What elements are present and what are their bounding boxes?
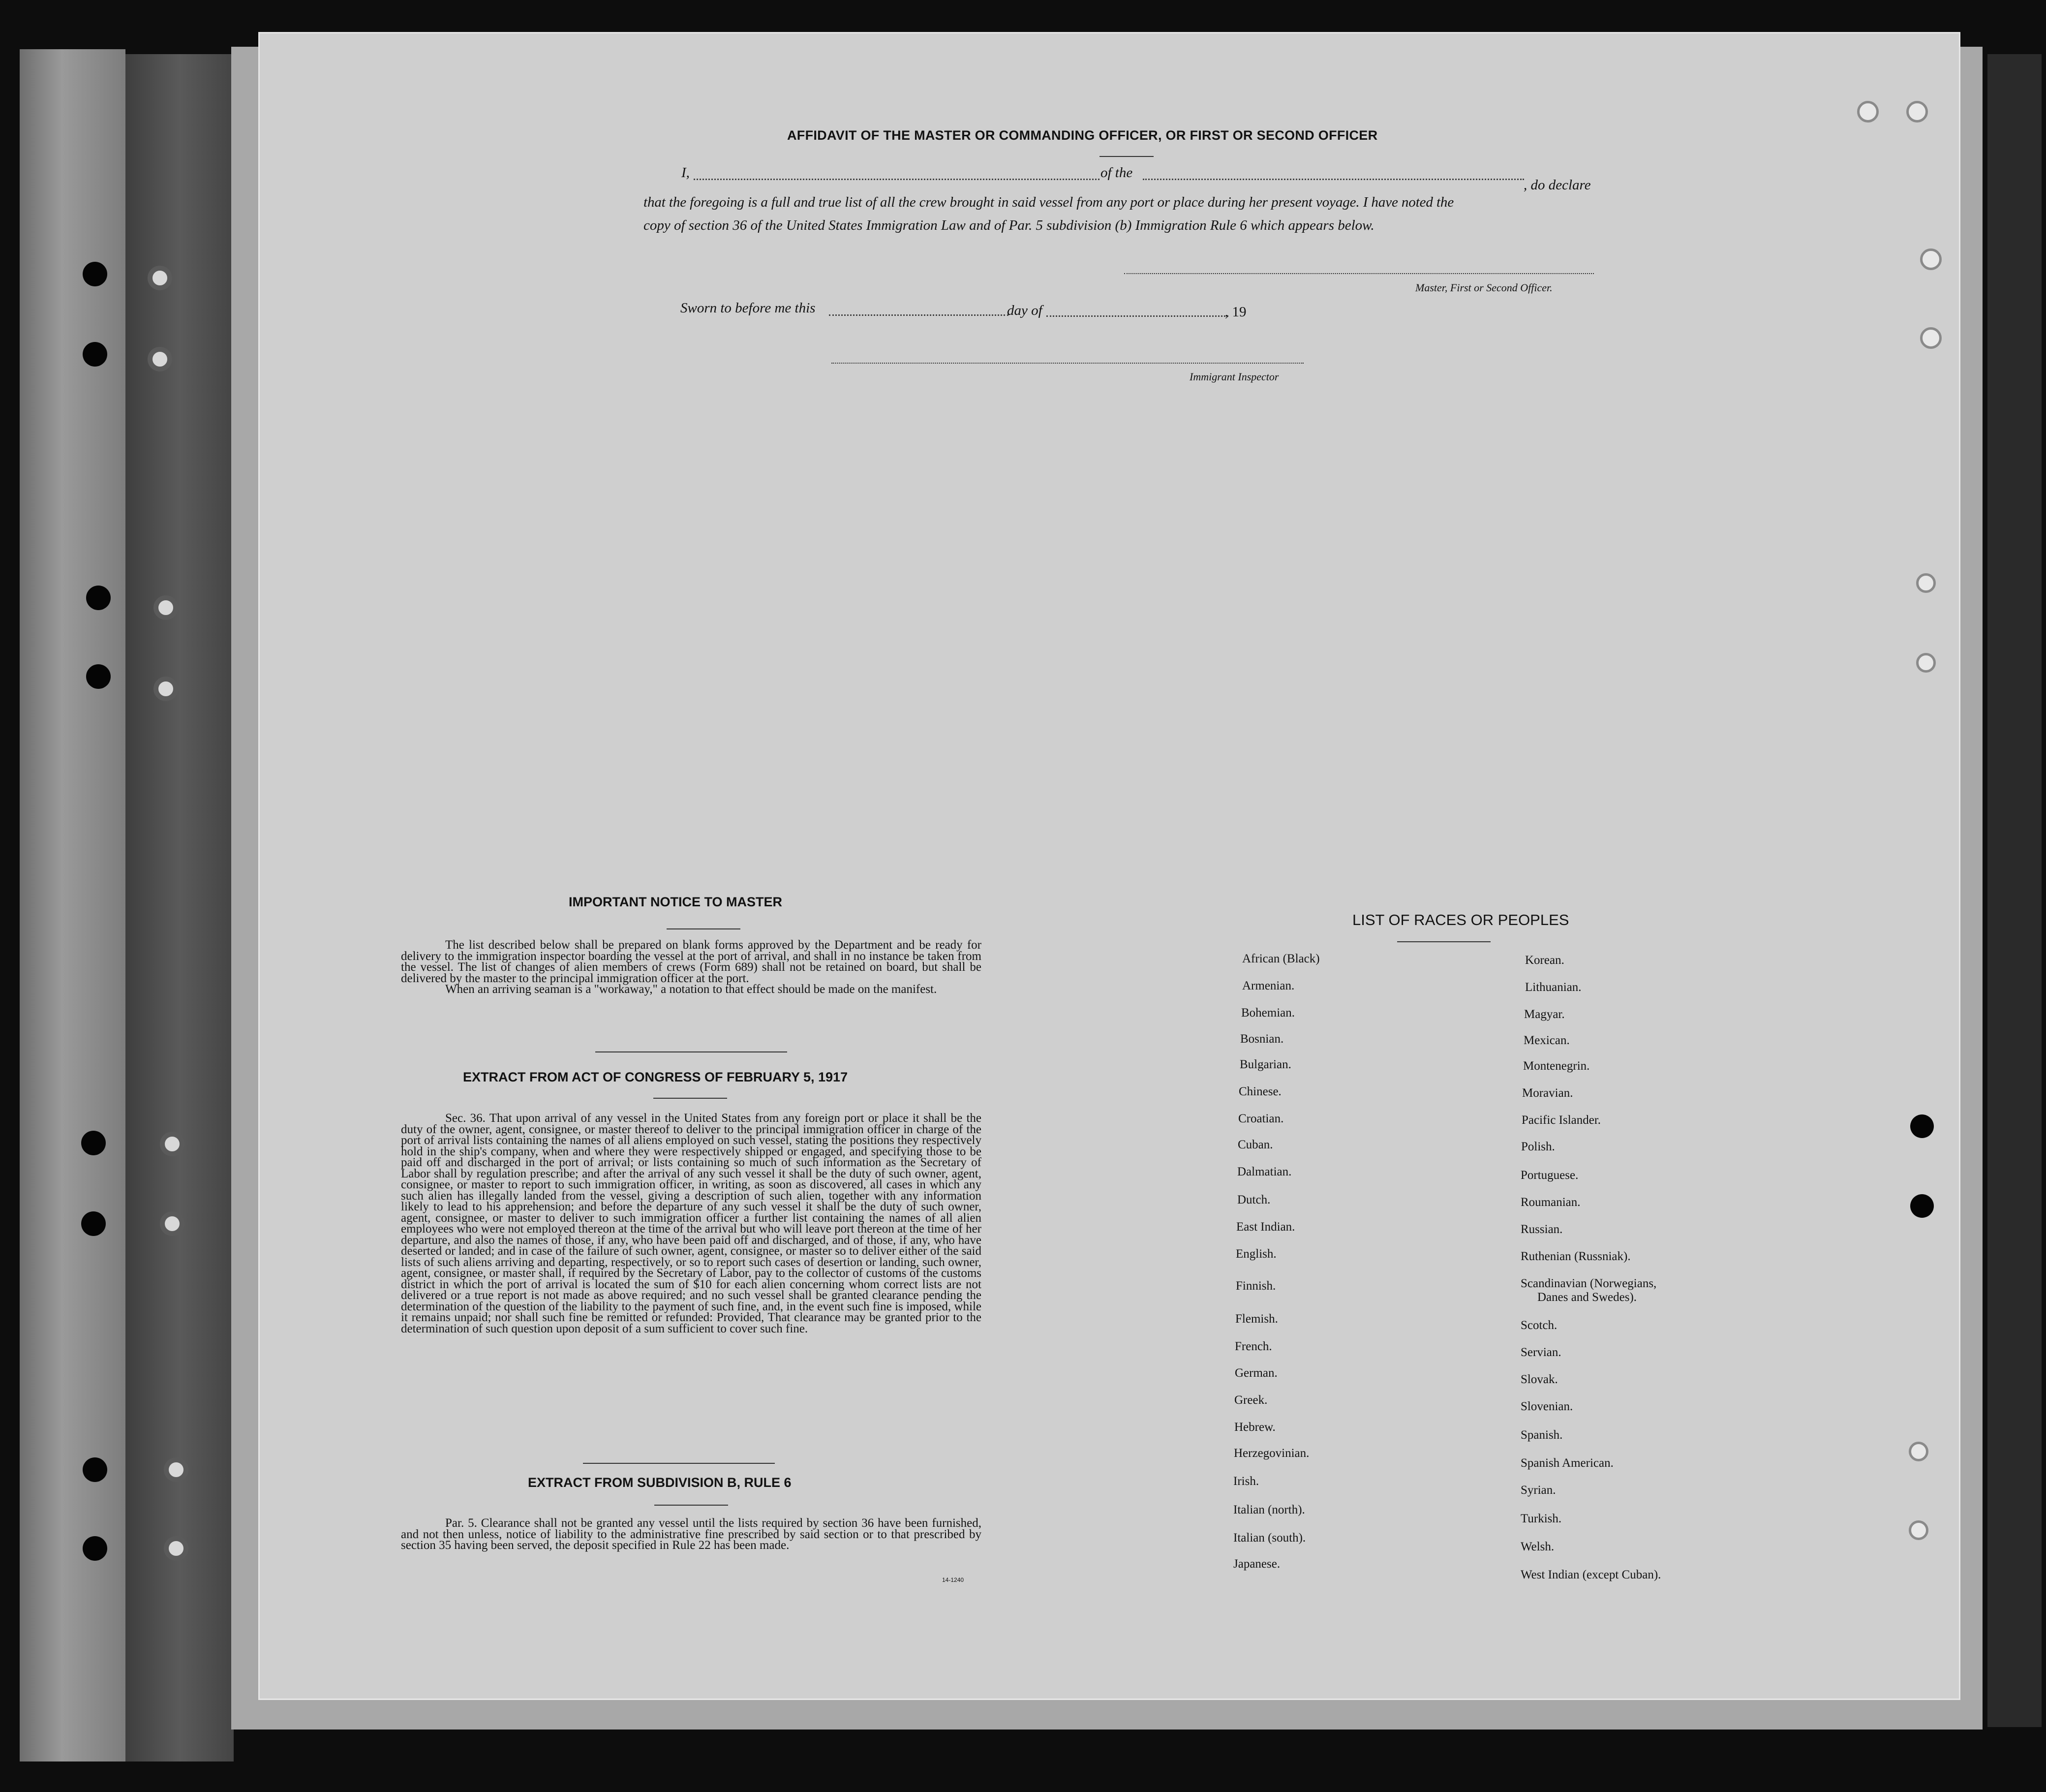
affidavit-do-declare: , do declare — [1524, 177, 1591, 193]
race-item: Herzegovinian. — [1234, 1447, 1310, 1460]
binder-ring-hole — [160, 1211, 184, 1236]
race-item: Spanish American. — [1521, 1456, 1614, 1470]
name-fill-line[interactable] — [694, 179, 1099, 180]
binder-hole — [86, 664, 111, 689]
notice-paragraph-2: When an arriving seaman is a "workaway," a notation to that effect should be made on the manifest. — [445, 983, 937, 996]
race-item: Pacific Islander. — [1522, 1113, 1601, 1127]
title-underline — [1099, 156, 1154, 157]
race-item: Servian. — [1521, 1346, 1561, 1359]
race-item: Lithuanian. — [1525, 981, 1582, 994]
binder-hole — [81, 1131, 106, 1155]
binder-ring-hole — [148, 347, 172, 371]
race-item: French. — [1235, 1340, 1272, 1353]
races-title-underline — [1397, 941, 1491, 942]
section-divider-2 — [583, 1463, 775, 1464]
race-item: Welsh. — [1521, 1540, 1555, 1553]
day-of-label: day of — [1007, 303, 1042, 318]
binder-hole — [83, 1457, 107, 1482]
race-item: Italian (south). — [1233, 1531, 1306, 1545]
race-item: English. — [1236, 1247, 1277, 1261]
race-item: Korean. — [1525, 954, 1564, 967]
page-hole-dark — [1910, 1114, 1934, 1138]
binder-ring-hole — [164, 1536, 188, 1561]
binder-ring-hole — [153, 595, 178, 620]
master-signature-label: Master, First or Second Officer. — [1415, 281, 1553, 294]
page-hole — [1909, 1442, 1928, 1461]
race-item: Slovenian. — [1521, 1400, 1573, 1413]
race-item: Russian. — [1521, 1223, 1563, 1236]
race-item: Irish. — [1233, 1475, 1259, 1488]
race-item: Spanish. — [1521, 1428, 1563, 1442]
rule-title-underline — [654, 1505, 728, 1506]
affidavit-line-1: that the foregoing is a full and true list of all the crew brought in said vessel from any port or place during her present voyage. I have noted the — [643, 194, 1454, 210]
vessel-fill-line[interactable] — [1143, 179, 1524, 180]
race-item: Croatian. — [1238, 1112, 1284, 1125]
act-title-underline — [653, 1098, 727, 1099]
page-hole — [1857, 101, 1879, 123]
race-item: Japanese. — [1233, 1557, 1281, 1571]
inspector-label: Immigrant Inspector — [1190, 371, 1279, 383]
binder-ring-hole — [153, 677, 178, 701]
race-item: Roumanian. — [1521, 1196, 1581, 1209]
notice-body — [401, 940, 981, 995]
act-extract-title: EXTRACT FROM ACT OF CONGRESS OF FEBRUARY 5, 1917 — [463, 1070, 848, 1084]
sworn-label: Sworn to before me this — [680, 300, 816, 316]
race-item: Italian (north). — [1233, 1503, 1305, 1516]
race-item: Chinese. — [1239, 1085, 1282, 1098]
race-item: Mexican. — [1524, 1034, 1570, 1047]
page-hole — [1909, 1520, 1928, 1540]
year-label: , 19 — [1225, 304, 1247, 320]
race-item: Turkish. — [1521, 1512, 1562, 1525]
race-item: Cuban. — [1238, 1138, 1273, 1151]
race-item: Moravian. — [1522, 1086, 1573, 1100]
page-hole — [1920, 248, 1942, 270]
form-number: 14-1240 — [942, 1576, 964, 1583]
race-item: Ruthenian (Russniak). — [1521, 1250, 1631, 1263]
binder-hole — [83, 342, 107, 367]
act-extract-body — [401, 1113, 981, 1334]
race-item: Scandinavian (Norwegians, — [1521, 1277, 1657, 1290]
section-divider — [595, 1051, 787, 1052]
race-item: Magyar. — [1524, 1008, 1565, 1021]
right-edge-shadow — [1987, 54, 2042, 1727]
affidavit-of-the-label: of the — [1100, 165, 1133, 181]
sworn-day-fill-line[interactable] — [829, 314, 1008, 316]
binder-hole — [81, 1211, 106, 1236]
race-item: Syrian. — [1521, 1483, 1556, 1497]
page-hole — [1906, 101, 1928, 123]
binder-strip — [20, 49, 125, 1761]
page-hole — [1916, 573, 1936, 593]
binder-strip-dark — [125, 54, 234, 1761]
race-item: Greek. — [1234, 1393, 1268, 1407]
races-title: LIST OF RACES OR PEOPLES — [1352, 911, 1569, 928]
race-item: Scotch. — [1521, 1319, 1557, 1332]
race-item: African (Black) — [1242, 952, 1320, 965]
race-item: Portuguese. — [1521, 1169, 1579, 1182]
race-item: Montenegrin. — [1523, 1059, 1590, 1073]
rule-extract-text: Par. 5. Clearance shall not be granted any vessel until the lists required by section 36 have been furnished, and not then unless, notice of liability to the administrative fine prescribed by said section or to that prescribed by section 35 having been served, the deposit specified in Rule 22 has been made. — [401, 1516, 981, 1552]
race-item: Bohemian. — [1241, 1006, 1295, 1020]
binder-ring-hole — [164, 1457, 188, 1482]
binder-ring-hole — [160, 1132, 184, 1156]
race-item: Polish. — [1521, 1140, 1555, 1153]
page-hole — [1916, 653, 1936, 673]
act-extract-text: Sec. 36. That upon arrival of any vessel in the United States from any foreign port or place it shall be the duty of the owner, agent, consignee, or master thereof to deliver to the principal immigration officer in charge of the port of arrival lists containing the names of all aliens employed on such vessel, stating the positions they respectively hold in the ship's company, when and where they were respectively shipped or engaged, and specifying those to be paid off and discharged in the port of arrival; or lists containing so much of such information as the Secretary of Labor shall by regulation prescribe; and after the arrival of any such vessel it shall be the duty of such owner, agent, consignee, or master to report to such immigration officer, in writing, as soon as discovered, all cases in which any such alien has illegally landed from the vessel, giving a description of such alien, together with any information likely to lead to his apprehension; and before the departure of any such vessel it shall be the duty of such owner, agent, consignee, or master to deliver to such immigration officer a further list containing the names of all alien employees who were not employed thereon at the time of the arrival but who will leave port thereon at the time of her departure, and also the names of those, if any, who have been paid off and discharged, and of those, if any, who have deserted or landed; and in case of the failure of such owner, agent, consignee, or master so to deliver either of the said lists of such aliens arriving and departing, respectively, or so to report such cases of desertion or landing, such owner, agent, consignee, or master shall, if required by the Secretary of Labor, pay to the collector of customs of the customs district in which the port of arrival is located the sum of $10 for each alien concerning whom correct lists are not delivered or a true report is not made as above required; and no such vessel shall be granted clearance pending the determination of the question of the liability to the payment of such fine, and, in the event such fine is imposed, while it remains unpaid; nor shall such fine be remitted or refunded: Provided, That clearance may be granted prior to the determination of such question upon deposit of a sum sufficient to cover such fine. — [401, 1112, 981, 1335]
page-hole — [1920, 327, 1942, 349]
master-signature-line[interactable] — [1124, 273, 1594, 274]
race-item: Flemish. — [1235, 1312, 1278, 1326]
race-item: Slovak. — [1521, 1373, 1558, 1386]
binder-hole — [86, 586, 111, 610]
race-item: Dalmatian. — [1237, 1165, 1292, 1178]
race-item: Finnish. — [1236, 1279, 1276, 1293]
sworn-month-fill-line[interactable] — [1046, 315, 1228, 317]
affidavit-line-2: copy of section 36 of the United States Immigration Law and of Par. 5 subdivision (b) Immigration Rule 6 which appears below. — [643, 217, 1374, 233]
race-item: Hebrew. — [1234, 1421, 1276, 1434]
race-item: Bosnian. — [1240, 1032, 1284, 1046]
affidavit-title: AFFIDAVIT OF THE MASTER OR COMMANDING OFFICER, OR FIRST OR SECOND OFFICER — [787, 128, 1378, 143]
binder-hole — [83, 262, 107, 286]
form-page — [258, 32, 1960, 1700]
page-hole-dark — [1910, 1194, 1934, 1218]
inspector-signature-line[interactable] — [831, 363, 1304, 364]
race-item: Bulgarian. — [1240, 1058, 1291, 1071]
notice-title-underline — [667, 928, 740, 929]
race-item: Danes and Swedes). — [1537, 1291, 1637, 1304]
race-item: West Indian (except Cuban). — [1521, 1568, 1661, 1581]
binder-ring-hole — [148, 266, 172, 290]
race-item: German. — [1235, 1366, 1278, 1380]
binder-hole — [83, 1536, 107, 1561]
rule-extract-title: EXTRACT FROM SUBDIVISION B, RULE 6 — [528, 1475, 792, 1490]
race-item: Dutch. — [1237, 1193, 1271, 1206]
affidavit-i-label: I, — [681, 165, 690, 181]
notice-paragraph-1: The list described below shall be prepared on blank forms approved by the Department and be ready for delivery to the immigration inspector boarding the vessel at the port of arrival, and shall in no instance be taken from the vessel. The list of changes of alien members of crews (Form 689) shall not be retained on board, but shall be delivered by the master to the principal immigration officer at the port. — [401, 938, 981, 985]
race-item: East Indian. — [1236, 1220, 1295, 1234]
notice-title: IMPORTANT NOTICE TO MASTER — [569, 895, 782, 909]
rule-extract-body — [401, 1518, 981, 1551]
race-item: Armenian. — [1242, 979, 1295, 992]
